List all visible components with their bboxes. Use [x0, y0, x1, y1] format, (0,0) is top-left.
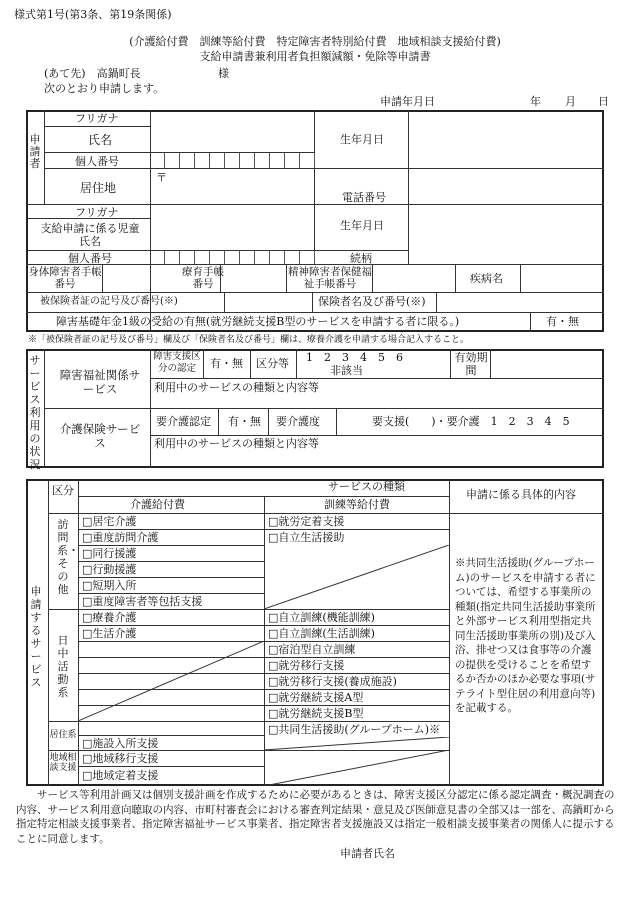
region-diagonal — [264, 750, 449, 786]
welfare-content-label: 利用中のサービスの種類と内容等 — [154, 381, 319, 394]
date-day: 日 — [598, 95, 609, 108]
home-training-item[interactable]: □共同生活援助(グループホーム)※ — [268, 723, 441, 736]
care-benefit-label: 介護給付費 — [130, 498, 185, 511]
day-training-item-2[interactable]: □自立訓練(生活訓練) — [268, 627, 375, 640]
applicant-side-label: 申請者 — [29, 133, 41, 170]
disease-label: 疾病名 — [470, 272, 503, 285]
applicant-id-label: 個人番号 — [75, 155, 119, 168]
visit-diagonal — [264, 545, 449, 609]
care-level-options[interactable]: 要支援( )・要介護 1 2 3 4 5 — [372, 415, 570, 428]
cat-home-label: 居住系 — [49, 730, 77, 740]
region-item-1[interactable]: □地域移行支援 — [82, 752, 159, 765]
usage-side-label: サービス利用の状況 — [29, 354, 41, 471]
child-id-boxes[interactable] — [150, 250, 315, 264]
applicant-furigana-label: フリガナ — [75, 112, 119, 125]
care-cert-value[interactable]: 有・無 — [228, 415, 261, 428]
ryoiku-handbook-label: 療育手帳番号 — [182, 266, 224, 290]
applicant-birth-label: 生年月日 — [340, 133, 384, 146]
visit-training-item-1[interactable]: □就労定着支援 — [268, 515, 345, 528]
addressee-suffix: 様 — [218, 67, 229, 80]
support-none[interactable]: 非該当 — [330, 364, 363, 377]
visit-care-item-5[interactable]: □短期入所 — [82, 579, 137, 592]
visit-care-item-6[interactable]: □重度障害者等包括支援 — [82, 595, 203, 608]
day-training-item-4[interactable]: □就労移行支援 — [268, 659, 345, 672]
signature-label: 申請者氏名 — [340, 847, 395, 860]
child-relation-label: 続柄 — [350, 252, 372, 265]
home-diagonal — [264, 737, 449, 750]
support-cert-label: 障害支援区分の認定 — [153, 351, 201, 374]
support-level-options[interactable]: 1 2 3 4 5 6 — [306, 351, 403, 364]
insurer-label: 保険者名及び番号(※) — [318, 295, 426, 308]
visit-care-item-2[interactable]: □重度訪問介護 — [82, 531, 159, 544]
cat-visit-label: 訪問系・その他 — [57, 518, 79, 596]
insured-number-label: 被保険者証の記号及び番号(※) — [40, 296, 178, 307]
intro-text: 次のとおり申請します。 — [44, 82, 165, 95]
day-training-item-7[interactable]: □就労継続支援B型 — [268, 707, 364, 720]
welfare-service-label: 障害福祉関係サービス — [59, 368, 141, 396]
phone-label: 電話番号 — [342, 191, 386, 204]
home-care-item[interactable]: □施設入所支援 — [82, 737, 159, 750]
pension-question: 障害基礎年金1級の受給の有無(就労継続支援B型のサービスを申請する者に限る。) — [56, 315, 460, 328]
day-training-item-5[interactable]: □就労移行支援(養成施設) — [268, 675, 397, 688]
detail-label: 申請に係る具体的内容 — [466, 488, 576, 501]
day-training-item-1[interactable]: □自立訓練(機能訓練) — [268, 611, 375, 624]
day-training-item-3[interactable]: □宿泊型自立訓練 — [268, 643, 356, 656]
training-benefit-label: 訓練等給付費 — [324, 498, 390, 511]
application-date-label: 申請年月日 — [380, 95, 435, 108]
visit-training-item-2[interactable]: □自立生活援助 — [268, 531, 345, 544]
insurance-note: ※「被保険者証の記号及び番号」欄及び「保険者名及び番号」欄は、療養介護を申請する場合記入すること。 — [28, 335, 470, 345]
care-cert-label: 要介護認定 — [156, 415, 211, 428]
physical-handbook-label: 身体障害者手帳番号 — [28, 266, 102, 290]
day-diagonal — [78, 641, 264, 721]
title-line1: (介護給付費 訓練等給付費 特定障害者特別給付費 地域相談支援給付費) — [129, 35, 501, 48]
services-side-label: 申請するサービス — [30, 585, 42, 689]
support-level-label: 区分等 — [256, 357, 289, 370]
detail-note: ※共同生活援助(グループホーム)のサービスを申請する者については、希望する事業所の種類(指定共同生活援助事業所と外部サービス利用型指定共同生活援助事業所の別)及び入浴、排せつ又は食事等の介護の提供を受けることを希望するか否かのほか必要な事項(サテライト型住居の利用意向等)を記載する。 — [455, 557, 596, 714]
cat-region-label: 地域相談支援 — [49, 753, 77, 773]
care-service-label: 介護保険サービス — [59, 422, 141, 450]
form-number: 様式第1号(第3条、第19条関係) — [14, 8, 172, 21]
child-birth-label: 生年月日 — [340, 219, 384, 232]
date-month: 月 — [565, 95, 576, 108]
child-furigana-label: フリガナ — [75, 206, 119, 219]
cat-day-label: 日中活動系 — [57, 634, 69, 699]
child-id-label: 個人番号 — [68, 252, 112, 265]
title-line2: 支給申請書兼利用者負担額減額・免除等申請書 — [199, 50, 431, 63]
addressee: (あて先) 高鍋町長 — [44, 67, 141, 80]
visit-care-item-3[interactable]: □同行援護 — [82, 547, 137, 560]
postal-mark: 〒 — [156, 171, 167, 184]
applicant-id-boxes[interactable] — [150, 153, 315, 168]
region-item-2[interactable]: □地域定着支援 — [82, 769, 159, 782]
applicant-address-label: 居住地 — [80, 181, 117, 195]
day-training-item-6[interactable]: □就労継続支援A型 — [268, 691, 364, 704]
care-level-label: 要介護度 — [276, 415, 320, 428]
valid-period-label: 有効期間 — [454, 351, 488, 377]
visit-care-item-1[interactable]: □居宅介護 — [82, 515, 137, 528]
visit-care-item-4[interactable]: □行動援護 — [82, 563, 137, 576]
day-care-item-1[interactable]: □療養介護 — [82, 611, 137, 624]
date-year: 年 — [530, 95, 541, 108]
support-cert-value[interactable]: 有・無 — [210, 357, 243, 370]
care-content-label: 利用中のサービスの種類と内容等 — [154, 437, 319, 450]
applicant-name-label: 氏名 — [88, 133, 113, 147]
service-kind-label: サービスの種類 — [328, 480, 405, 493]
category-label: 区分 — [52, 484, 74, 497]
day-care-item-2[interactable]: □生活介護 — [82, 627, 137, 640]
child-name-label: 支給申請に係る児童氏名 — [40, 222, 140, 248]
mental-handbook-label: 精神障害者保健福祉手帳番号 — [288, 266, 372, 290]
consent-text: サービス等利用計画又は個別支援計画を作成するために必要があるときは、障害支援区分認定に係る認定調査・概況調査の内容、サービス利用意向聴取の内容、市町村審査会における審査判定結果・意見及び医師意見書の全部又は一部を、高鍋町から指定特定相談支援事業者、指定障害福祉サービス事業者、指定障害者支援施設又は指定一般相談支援事業者の関係人に提示することに同意します。 — [16, 789, 615, 845]
pension-value[interactable]: 有・無 — [546, 315, 579, 328]
